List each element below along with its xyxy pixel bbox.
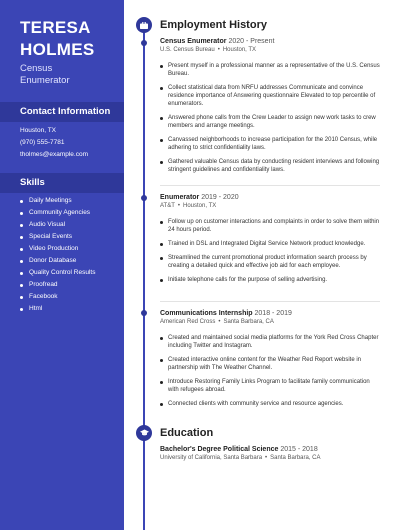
timeline-dot (141, 195, 147, 201)
last-name: HOLMES (20, 40, 95, 59)
skill-item: Daily Meetings (20, 195, 95, 207)
contact-heading-bar (0, 102, 124, 122)
job-location: Santa Barbara, CA (223, 319, 274, 325)
job-company-line: U.S. Census Bureau • Houston, TX (160, 47, 257, 53)
job-position: Census Enumerator (160, 38, 227, 45)
first-name: TERESA (20, 18, 91, 37)
job-bullet: Trained in DSL and Integrated Digital Service Network product knowledge. (160, 240, 380, 248)
job-bullet: Present myself in a professional manner as a representative of the U.S. Census Bureau. (160, 62, 380, 78)
job-dates: 2018 - 2019 (254, 310, 292, 317)
job-header (160, 194, 380, 201)
education-dates: 2015 - 2018 (280, 446, 318, 453)
job-dates: 2019 - 2020 (201, 194, 239, 201)
job-location: Houston, TX (183, 203, 217, 209)
divider (160, 185, 380, 186)
employment-heading: Employment History (160, 19, 267, 31)
job-bullets (160, 218, 380, 284)
education-location: Santa Barbara, CA (270, 455, 321, 461)
job-entry (160, 194, 380, 290)
job-bullet: Created interactive online content for the Weather Red Report website in partnership with The Weather Channel. (160, 356, 380, 372)
education-heading: Education (160, 427, 214, 439)
skill-item: Html (20, 303, 95, 315)
timeline-dot (141, 310, 147, 316)
job-title-line1: Census (20, 63, 53, 74)
job-entry (160, 38, 380, 180)
job-bullet: Follow up on customer interactions and complaints in order to solve them within 24 hours period. (160, 218, 380, 234)
contact-location: Houston, TX (20, 127, 57, 134)
skill-item: Video Production (20, 243, 95, 255)
job-entry (160, 310, 380, 414)
skills-heading: Skills (20, 177, 45, 188)
job-dates: 2020 - Present (228, 38, 275, 45)
job-bullets (160, 62, 380, 174)
job-bullet: Connected clients with community service and resource agencies. (160, 400, 380, 408)
job-position: Communications Internship (160, 310, 253, 317)
sidebar (0, 0, 124, 530)
education-school-line: University of California, Santa Barbara • Santa Barbara, CA (160, 455, 321, 461)
skill-item: Facebook (20, 291, 95, 303)
job-title-line2: Enumerator (20, 75, 70, 86)
job-location: Houston, TX (222, 47, 257, 53)
job-header (160, 310, 380, 317)
job-company: U.S. Census Bureau (160, 47, 215, 53)
graduation-cap-icon (136, 425, 152, 441)
skill-item: Audio Visual (20, 219, 95, 231)
job-company: American Red Cross (160, 319, 216, 325)
timeline-dot (141, 40, 147, 46)
job-bullets (160, 334, 380, 408)
job-bullet: Streamlined the current promotional product information search process by creating a detailed quick and effective job aid for each employee. (160, 254, 380, 270)
skill-item: Community Agencies (20, 207, 95, 219)
education-school: University of California, Santa Barbara (160, 455, 263, 461)
job-company: AT&T (160, 203, 175, 209)
job-bullet: Created and maintained social media platforms for the York Red Cross Chapter including Twitter and Instagram. (160, 334, 380, 350)
skill-item: Proofread (20, 279, 95, 291)
divider (160, 301, 380, 302)
job-bullet: Initiate telephone calls for the purpose of selling advertising. (160, 276, 380, 284)
education-header (160, 446, 380, 453)
education-degree: Bachelor's Degree Political Science (160, 446, 279, 453)
job-header (160, 38, 380, 45)
skill-item: Quality Control Results (20, 267, 95, 279)
job-company-line: American Red Cross • Santa Barbara, CA (160, 319, 274, 325)
skills-heading-bar (0, 173, 124, 193)
contact-heading: Contact Information (20, 106, 111, 117)
job-bullet: Canvassed neighborhoods to increase participation for the 2010 Census, while adhering to strict confidentiality laws. (160, 136, 380, 152)
job-bullet: Introduce Restoring Family Links Program to facilitate family communication with refugees abroad. (160, 378, 380, 394)
job-title (20, 63, 70, 87)
job-bullet: Collect statistical data from NRFU addresses Communicate and convince residence importance of Answering questionnaire Elevated to top percentile of enumerators. (160, 84, 380, 108)
contact-email[interactable]: tholmes@example.com (20, 151, 89, 158)
job-bullet: Answered phone calls from the Crew Leader to assign new work tasks to crew members and arrange meetings. (160, 114, 380, 130)
skill-item: Donor Database (20, 255, 95, 267)
candidate-name (20, 17, 95, 61)
job-bullet: Gathered valuable Census data by conducting resident interviews and following stringent guidelines and confidentiality laws. (160, 158, 380, 174)
job-position: Enumerator (160, 194, 200, 201)
skill-item: Special Events (20, 231, 95, 243)
timeline-line (143, 24, 145, 530)
education-entry (160, 446, 380, 461)
contact-phone[interactable]: (970) 555-7781 (20, 139, 65, 146)
briefcase-icon (136, 17, 152, 33)
job-company-line: AT&T • Houston, TX (160, 203, 217, 209)
skills-list (20, 195, 95, 315)
